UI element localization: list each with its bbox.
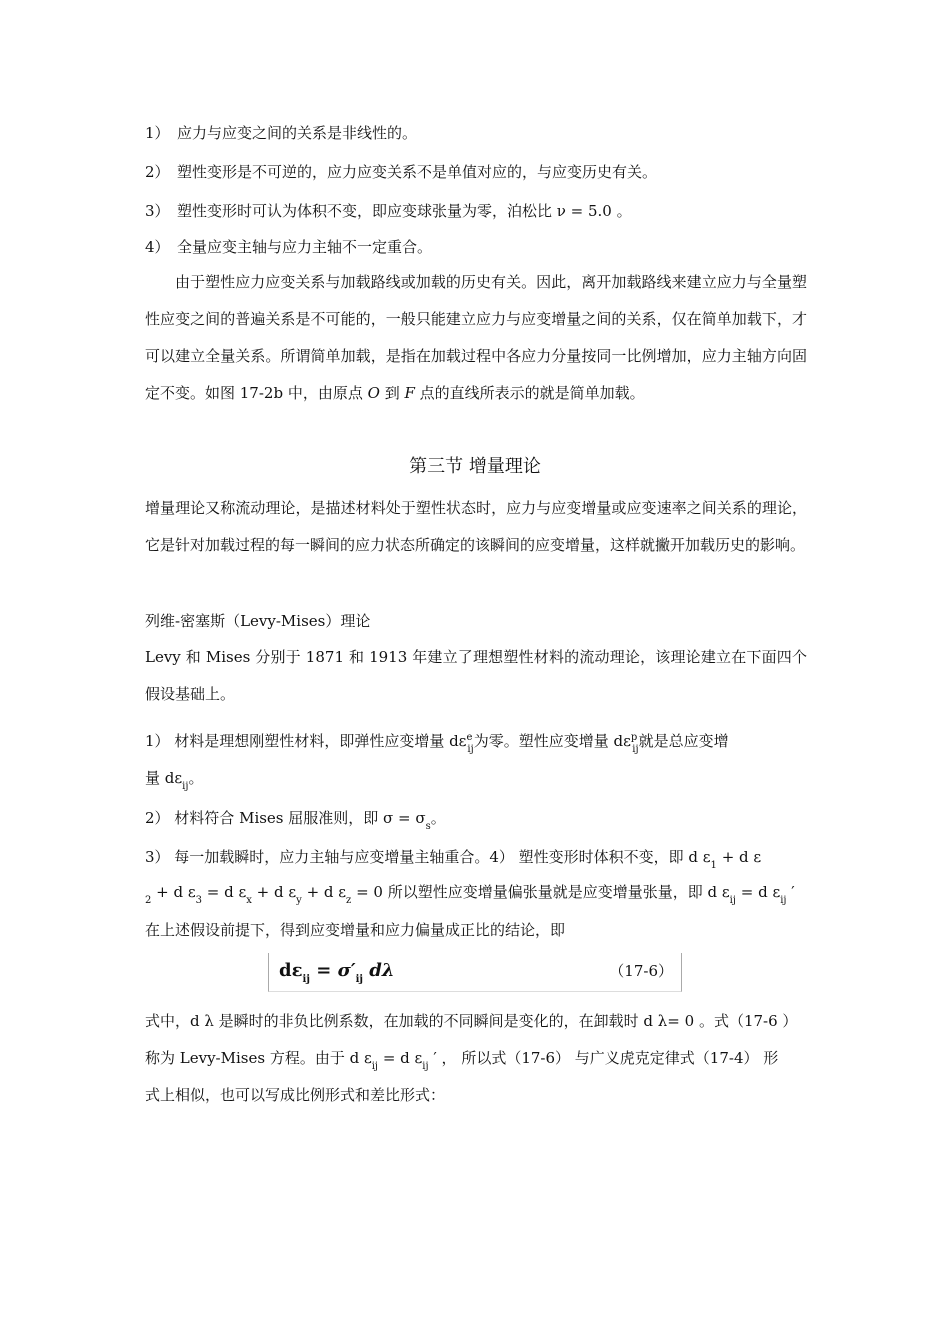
paragraph-simple-loading: 由于塑性应力应变关系与加载路线或加载的历史有关。因此，离开加载路线来建立应力与全量塑性应变之间的普遍关系是不可能的，一般只能建立应力与应变增量之间的关系，仅在简单加载下，才可以建立全量关系。所谓简单加载，是指在加载过程中各应力分量按同一比例增加，应力主轴方向固定不变。如图 17-2b 中，由原点 O 到 F 点的直线所表示的就是简单加载。: [145, 273, 807, 402]
equation-17-6: [268, 953, 682, 992]
list-item: 1） 应力与应变之间的关系是非线性的。: [145, 124, 418, 142]
hypothesis-3-4: 3） 每一加载瞬时，应力主轴与应变增量主轴重合。4） 塑性变形时体积不变，即 d $\varepsilon_1 + d$ ε: [145, 848, 762, 871]
paragraph-incremental-theory: 增量理论又称流动理论，是描述材料处于塑性状态时，应力与应变增量或应变速率之间关系的理论，它是针对加载过程的每一瞬间的应力状态所确定的该瞬间的应变增量，这样就撇开加载历史的影响。: [145, 499, 807, 554]
list-item: 3） 塑性变形时可认为体积不变，即应变球张量为零，泊松比 ν = 5.0 。: [145, 202, 632, 220]
hypothesis-1: 1） 材料是理想刚塑性材料，即弹性应变增量 $d\varepsilon^e_{ij}$为零。塑性应变增量 $d\varepsilon^p_{ij}$就是总应变增: [145, 732, 729, 755]
hypothesis-4-cont: $_2$ + d $\varepsilon_3 = d$ $\varepsilon_x + d$ $\varepsilon_y + d$ $\varepsilon_z = 0$ 所以塑性应变增量偏张量就是应变增量张量，即 d $\varepsilon_{ij} = d$ $\varepsilon_{ij}$ ′: [145, 883, 795, 906]
equation-formula: $d\varepsilon_{ij} = \sigma'_{ij}$ dλ: [279, 960, 395, 985]
subheading-levy-mises: 列维-密塞斯（Levy-Mises）理论: [145, 612, 371, 630]
list-item: 4） 全量应变主轴与应力主轴不一定重合。: [145, 238, 433, 256]
paragraph-where: 式中，d λ 是瞬时的非负比例系数，在加载的不同瞬间是变化的，在卸载时 d λ= 0 。式（17-6 ）: [145, 1012, 798, 1030]
hypothesis-1-cont: 量 $d\varepsilon_{ij}$。: [145, 769, 204, 792]
paragraph-levy-mises-intro: Levy 和 Mises 分别于 1871 和 1913 年建立了理想塑性材料的流动理论，该理论建立在下面四个假设基础上。: [145, 648, 807, 703]
paragraph-conclusion: 在上述假设前提下，得到应变增量和应力偏量成正比的结论，即: [145, 921, 566, 939]
section-title: 第三节 增量理论: [409, 456, 541, 477]
list-item: 2） 塑性变形是不可逆的，应力应变关系不是单值对应的，与应变历史有关。: [145, 163, 658, 181]
paragraph-where-cont: 称为 Levy-Mises 方程。由于 d $\varepsilon_{ij} = d$ $\varepsilon_{ij}$ ′ ， 所以式（17-6） 与广义虎克定律式（17-4） 形: [145, 1049, 779, 1072]
hypothesis-2: 2） 材料符合 Mises 屈服准则，即 $\sigma = \sigma_s$。: [145, 809, 446, 832]
paragraph-where-end: 式上相似，也可以写成比例形式和差比形式：: [145, 1086, 446, 1104]
equation-number: （17-6）: [609, 962, 673, 980]
